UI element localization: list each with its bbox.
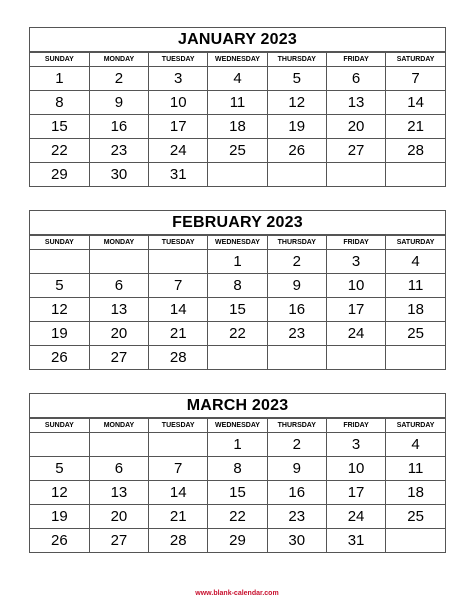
week-row: [30, 250, 445, 274]
day-cell: 6: [89, 274, 148, 298]
day-cell: 26: [267, 139, 326, 163]
day-cell: [30, 433, 89, 457]
day-cell: 31: [149, 163, 208, 187]
weekday-header: SATURDAY: [386, 236, 445, 250]
day-cell: 2: [89, 67, 148, 91]
day-cell: 17: [149, 115, 208, 139]
day-cell: [386, 346, 445, 370]
day-cell: 11: [386, 274, 445, 298]
week-row: [30, 139, 445, 163]
day-cell: 4: [386, 433, 445, 457]
weekday-header: SATURDAY: [386, 419, 445, 433]
day-cell: 12: [30, 481, 89, 505]
weekday-header: WEDNESDAY: [208, 236, 267, 250]
month-february: [29, 210, 446, 370]
weekday-header: WEDNESDAY: [208, 53, 267, 67]
day-cell: 21: [149, 322, 208, 346]
week-row: [30, 163, 445, 187]
day-cell: [208, 163, 267, 187]
day-cell: 15: [208, 481, 267, 505]
weekday-header: TUESDAY: [149, 236, 208, 250]
day-cell: [149, 433, 208, 457]
day-cell: 3: [326, 250, 385, 274]
day-cell: 23: [267, 505, 326, 529]
day-cell: [386, 529, 445, 553]
calendar-grid: [30, 235, 445, 369]
weekday-header: MONDAY: [89, 419, 148, 433]
day-cell: 21: [386, 115, 445, 139]
day-cell: 17: [326, 481, 385, 505]
day-cell: 9: [267, 457, 326, 481]
day-cell: 9: [267, 274, 326, 298]
day-cell: 11: [386, 457, 445, 481]
weekday-header: FRIDAY: [326, 53, 385, 67]
weekday-header: THURSDAY: [267, 419, 326, 433]
weekday-header: SUNDAY: [30, 236, 89, 250]
day-cell: 2: [267, 433, 326, 457]
day-cell: 25: [386, 505, 445, 529]
day-cell: 8: [208, 457, 267, 481]
day-cell: 18: [386, 298, 445, 322]
calendar-grid: [30, 418, 445, 552]
day-cell: 30: [89, 163, 148, 187]
weekday-header-row: [30, 53, 445, 67]
day-cell: [386, 163, 445, 187]
day-cell: [326, 346, 385, 370]
day-cell: [208, 346, 267, 370]
weekday-header: FRIDAY: [326, 236, 385, 250]
week-row: [30, 346, 445, 370]
day-cell: 2: [267, 250, 326, 274]
day-cell: 20: [326, 115, 385, 139]
weekday-header: SUNDAY: [30, 53, 89, 67]
day-cell: 18: [208, 115, 267, 139]
day-cell: 16: [89, 115, 148, 139]
month-title: MARCH 2023: [30, 394, 445, 418]
day-cell: 11: [208, 91, 267, 115]
week-row: [30, 457, 445, 481]
day-cell: [267, 346, 326, 370]
week-row: [30, 91, 445, 115]
day-cell: 22: [208, 505, 267, 529]
weekday-header: MONDAY: [89, 53, 148, 67]
day-cell: 12: [30, 298, 89, 322]
day-cell: 10: [326, 457, 385, 481]
day-cell: 1: [208, 433, 267, 457]
day-cell: 9: [89, 91, 148, 115]
week-row: [30, 298, 445, 322]
day-cell: 24: [149, 139, 208, 163]
day-cell: 7: [386, 67, 445, 91]
day-cell: 25: [386, 322, 445, 346]
weekday-header-row: [30, 236, 445, 250]
day-cell: 5: [267, 67, 326, 91]
day-cell: 5: [30, 274, 89, 298]
day-cell: 23: [267, 322, 326, 346]
day-cell: [89, 433, 148, 457]
day-cell: 30: [267, 529, 326, 553]
day-cell: 10: [149, 91, 208, 115]
weekday-header: FRIDAY: [326, 419, 385, 433]
month-title: FEBRUARY 2023: [30, 211, 445, 235]
day-cell: 15: [208, 298, 267, 322]
month-march: [29, 393, 446, 553]
day-cell: 8: [208, 274, 267, 298]
day-cell: 1: [30, 67, 89, 91]
calendar-grid: [30, 52, 445, 186]
day-cell: [149, 250, 208, 274]
day-cell: 16: [267, 481, 326, 505]
day-cell: 28: [149, 346, 208, 370]
day-cell: 19: [30, 505, 89, 529]
weekday-header: TUESDAY: [149, 419, 208, 433]
day-cell: 22: [30, 139, 89, 163]
day-cell: 27: [326, 139, 385, 163]
weekday-header: THURSDAY: [267, 236, 326, 250]
weekday-header: TUESDAY: [149, 53, 208, 67]
day-cell: 14: [386, 91, 445, 115]
week-row: [30, 322, 445, 346]
day-cell: [267, 163, 326, 187]
month-title: JANUARY 2023: [30, 28, 445, 52]
day-cell: 3: [149, 67, 208, 91]
day-cell: 15: [30, 115, 89, 139]
day-cell: 7: [149, 274, 208, 298]
day-cell: 5: [30, 457, 89, 481]
day-cell: 16: [267, 298, 326, 322]
day-cell: 13: [89, 298, 148, 322]
day-cell: 27: [89, 529, 148, 553]
day-cell: 6: [326, 67, 385, 91]
day-cell: 3: [326, 433, 385, 457]
day-cell: 20: [89, 322, 148, 346]
day-cell: 22: [208, 322, 267, 346]
day-cell: 18: [386, 481, 445, 505]
day-cell: 20: [89, 505, 148, 529]
day-cell: 27: [89, 346, 148, 370]
day-cell: 31: [326, 529, 385, 553]
weekday-header: SATURDAY: [386, 53, 445, 67]
week-row: [30, 274, 445, 298]
day-cell: 24: [326, 322, 385, 346]
day-cell: 7: [149, 457, 208, 481]
weekday-header-row: [30, 419, 445, 433]
day-cell: 13: [326, 91, 385, 115]
day-cell: 21: [149, 505, 208, 529]
week-row: [30, 67, 445, 91]
day-cell: 8: [30, 91, 89, 115]
day-cell: 28: [149, 529, 208, 553]
day-cell: 13: [89, 481, 148, 505]
day-cell: 12: [267, 91, 326, 115]
footer-url[interactable]: www.blank-calendar.com: [195, 590, 279, 597]
day-cell: 25: [208, 139, 267, 163]
day-cell: 14: [149, 298, 208, 322]
day-cell: 1: [208, 250, 267, 274]
day-cell: 23: [89, 139, 148, 163]
day-cell: [30, 250, 89, 274]
weekday-header: MONDAY: [89, 236, 148, 250]
day-cell: 29: [30, 163, 89, 187]
weekday-header: SUNDAY: [30, 419, 89, 433]
day-cell: [89, 250, 148, 274]
day-cell: 26: [30, 529, 89, 553]
day-cell: 10: [326, 274, 385, 298]
day-cell: 14: [149, 481, 208, 505]
week-row: [30, 115, 445, 139]
weekday-header: WEDNESDAY: [208, 419, 267, 433]
day-cell: 29: [208, 529, 267, 553]
week-row: [30, 481, 445, 505]
day-cell: 4: [208, 67, 267, 91]
day-cell: 17: [326, 298, 385, 322]
day-cell: 19: [30, 322, 89, 346]
day-cell: 28: [386, 139, 445, 163]
day-cell: 19: [267, 115, 326, 139]
day-cell: 26: [30, 346, 89, 370]
weekday-header: THURSDAY: [267, 53, 326, 67]
day-cell: 4: [386, 250, 445, 274]
month-january: [29, 27, 446, 187]
week-row: [30, 433, 445, 457]
day-cell: 24: [326, 505, 385, 529]
week-row: [30, 529, 445, 553]
week-row: [30, 505, 445, 529]
day-cell: 6: [89, 457, 148, 481]
day-cell: [326, 163, 385, 187]
